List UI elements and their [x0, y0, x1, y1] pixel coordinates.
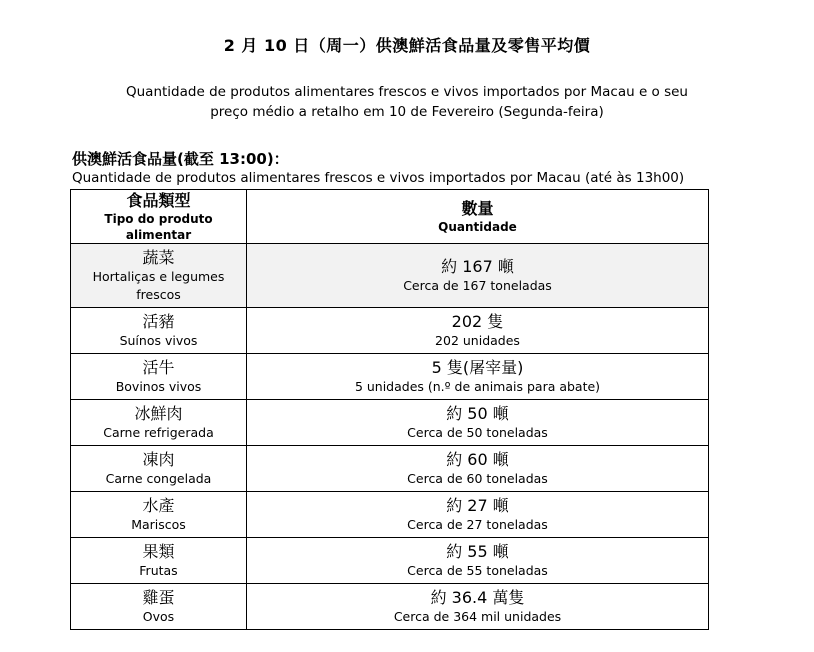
table-row [71, 538, 709, 584]
quantity-cell [247, 538, 709, 584]
table-row [71, 354, 709, 400]
food-type-zh: 雞蛋 [142, 588, 175, 607]
quantity-cell [247, 244, 709, 308]
page-title: 2 月 10 日（周一）供澳鮮活食品量及零售平均價 [223, 36, 591, 55]
subtitle-line-2: preço médio a retalho em 10 de Fevereiro (Segunda-feira) [210, 104, 604, 120]
table-row [71, 400, 709, 446]
quantity-cell [247, 308, 709, 354]
food-type-pt: Bovinos vivos [115, 379, 202, 394]
quantity-cell [247, 584, 709, 630]
table-row [71, 584, 709, 630]
quantity-zh: 約 55 噸 [446, 542, 509, 561]
food-type-zh: 活豬 [142, 312, 175, 331]
quantity-cell [247, 492, 709, 538]
food-type-pt: Ovos [142, 609, 175, 624]
food-type-cell [71, 354, 247, 400]
quantity-pt: Cerca de 50 toneladas [407, 425, 548, 440]
supply-quantity-table [70, 189, 709, 630]
food-type-pt: Carne refrigerada [103, 425, 214, 440]
quantity-pt: Cerca de 60 toneladas [407, 471, 548, 486]
food-type-zh: 凍肉 [142, 450, 175, 469]
quantity-pt: Cerca de 27 toneladas [407, 517, 548, 532]
quantity-zh: 5 隻(屠宰量) [431, 358, 524, 377]
food-type-pt: Hortaliças e legumes frescos [92, 269, 225, 302]
quantity-zh: 202 隻 [451, 312, 504, 331]
header-food-type-pt: Tipo do produto alimentar [104, 212, 213, 242]
header-quantity-zh: 數量 [461, 199, 494, 218]
food-type-cell [71, 446, 247, 492]
header-quantity-pt: Quantidade [438, 220, 517, 234]
table-header-row [71, 190, 709, 244]
food-type-zh: 果類 [142, 542, 175, 561]
table-row [71, 446, 709, 492]
quantity-pt: Cerca de 55 toneladas [407, 563, 548, 578]
food-type-zh: 蔬菜 [142, 248, 175, 267]
food-type-pt: Suínos vivos [119, 333, 198, 348]
food-type-cell [71, 584, 247, 630]
quantity-cell [247, 446, 709, 492]
quantity-cell [247, 400, 709, 446]
quantity-pt: Cerca de 167 toneladas [403, 278, 552, 293]
food-type-cell [71, 538, 247, 584]
quantity-pt: Cerca de 364 mil unidades [393, 609, 562, 624]
quantity-zh: 約 27 噸 [446, 496, 509, 515]
quantity-zh: 約 50 噸 [446, 404, 509, 423]
food-type-pt: Mariscos [131, 517, 186, 532]
food-type-zh: 冰鮮肉 [134, 404, 183, 423]
section-subheading: Quantidade de produtos alimentares frescos e vivos importados por Macau (até às 13h00) [72, 170, 685, 186]
quantity-pt: 5 unidades (n.º de animais para abate) [354, 379, 601, 394]
table-row [71, 492, 709, 538]
food-type-pt: Carne congelada [105, 471, 212, 486]
header-quantity [247, 190, 709, 244]
header-food-type-zh: 食品類型 [126, 191, 191, 210]
food-type-cell [71, 492, 247, 538]
food-type-zh: 水產 [142, 496, 175, 515]
quantity-pt: 202 unidades [435, 333, 520, 348]
food-type-cell [71, 400, 247, 446]
quantity-zh: 約 167 噸 [441, 257, 514, 276]
food-type-cell [71, 244, 247, 308]
subtitle-line-1: Quantidade de produtos alimentares frescos e vivos importados por Macau e o seu [126, 84, 688, 100]
quantity-zh: 約 36.4 萬隻 [430, 588, 525, 607]
table-row [71, 244, 709, 308]
header-food-type [71, 190, 247, 244]
section-heading: 供澳鮮活食品量(截至 13:00)： [72, 150, 289, 168]
food-type-zh: 活牛 [142, 358, 175, 377]
food-type-pt: Frutas [139, 563, 178, 578]
food-type-cell [71, 308, 247, 354]
table-row [71, 308, 709, 354]
quantity-zh: 約 60 噸 [446, 450, 509, 469]
quantity-cell [247, 354, 709, 400]
